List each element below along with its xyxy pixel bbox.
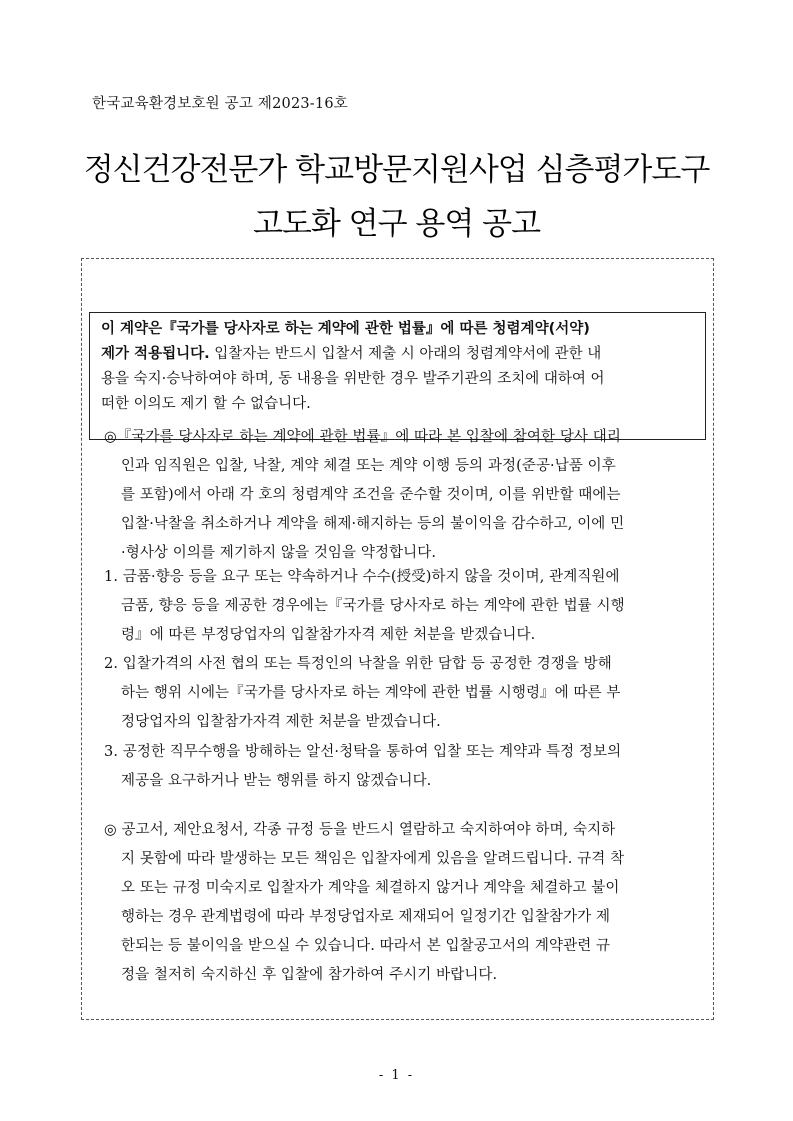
integrity-text-line4: 떠한 이의도 제기 할 수 없습니다. (101, 396, 311, 412)
pledge-line: 를 포함)에서 아래 각 호의 청렴계약 조건을 준수할 것이며, 이를 위반할 때에는 (121, 487, 621, 503)
integrity-contract-box (89, 312, 706, 440)
integrity-bold-text-1: 이 계약은『국가를 당사자로 하는 계약에 관한 법률』에 따른 청렴계약(서약) (101, 321, 590, 337)
notice-number: 한국교육환경보호원 공고 제2023-16호 (92, 96, 348, 112)
integrity-pledge-paragraph (104, 423, 708, 568)
final-line: ◎ 공고서, 제안요청서, 각종 규정 등을 반드시 열람하고 숙지하여야 하며, 숙지하 (104, 822, 616, 838)
final-line: 행하는 경우 관계법령에 따라 부정당업자로 제재되어 일정기간 입찰참가가 제 (121, 909, 611, 925)
item-line: 금품, 향응 등을 제공한 경우에는『국가를 당사자로 하는 계약에 관한 법률 시행 (121, 598, 625, 614)
pledge-item-1 (104, 563, 708, 650)
final-line: 지 못함에 따라 발생하는 모든 책임은 입찰자에게 있음을 알려드립니다. 규격 착 (121, 851, 625, 867)
document-title-line2: 고도화 연구 용역 공고 (252, 206, 541, 242)
integrity-text-line3: 용을 숙지·승낙하여야 하며, 동 내용을 위반한 경우 발주기관의 조치에 대하여 어 (101, 371, 605, 387)
pledge-line: ◎『국가를 당사자로 하는 계약에 관한 법률』에 따라 본 입찰에 참여한 당사 대리 (104, 429, 621, 445)
final-line: 한되는 등 불이익을 받으실 수 있습니다. 따라서 본 입찰공고서의 계약관련 규 (121, 938, 611, 954)
document-title-line1: 정신건강전문가 학교방문지원사업 심층평가도구 (83, 152, 710, 188)
item-line: 정당업자의 입찰참가자격 제한 처분을 받겠습니다. (121, 714, 441, 730)
final-notice-paragraph (104, 816, 708, 990)
item-line: 하는 행위 시에는『국가를 당사자로 하는 계약에 관한 법률 시행령』에 따른 부 (121, 685, 621, 701)
item-line: 2. 입찰가격의 사전 협의 또는 특정인의 낙찰을 위한 담합 등 공정한 경쟁을 방해 (104, 656, 612, 672)
item-line: 3. 공정한 직무수행을 방해하는 알선·청탁을 통하여 입찰 또는 계약과 특정 정보의 (104, 744, 622, 760)
pledge-line: ·형사상 이의를 제기하지 않을 것임을 약정합니다. (121, 545, 437, 561)
page-number: - 1 - (378, 1068, 415, 1083)
final-line: 오 또는 규정 미숙지로 입찰자가 계약을 체결하지 않거나 계약을 체결하고 불이 (121, 880, 620, 896)
item-line: 령』에 따른 부정당업자의 입찰참가자격 제한 처분을 받겠습니다. (121, 627, 536, 643)
integrity-bold-text-2: 제가 적용됩니다. (101, 346, 210, 362)
final-line: 정을 철저히 숙지하신 후 입찰에 참가하여 주시기 바랍니다. (121, 967, 498, 983)
pledge-item-2 (104, 650, 708, 737)
pledge-line: 입찰·낙찰을 취소하거나 계약을 해제·해지하는 등의 불이익을 감수하고, 이에 민 (121, 516, 625, 532)
item-line: 제공을 요구하거나 받는 행위를 하지 않겠습니다. (121, 773, 432, 789)
pledge-item-3 (104, 738, 708, 796)
integrity-text-line2: 입찰자는 반드시 입찰서 제출 시 아래의 청렴계약서에 관한 내 (209, 346, 602, 362)
pledge-line: 인과 임직원은 입찰, 낙찰, 계약 체결 또는 계약 이행 등의 과정(준공·납품 이후 (121, 458, 616, 474)
item-line: 1. 금품·향응 등을 요구 또는 약속하거나 수수(授受)하지 않을 것이며, 관계직원에 (104, 569, 620, 585)
